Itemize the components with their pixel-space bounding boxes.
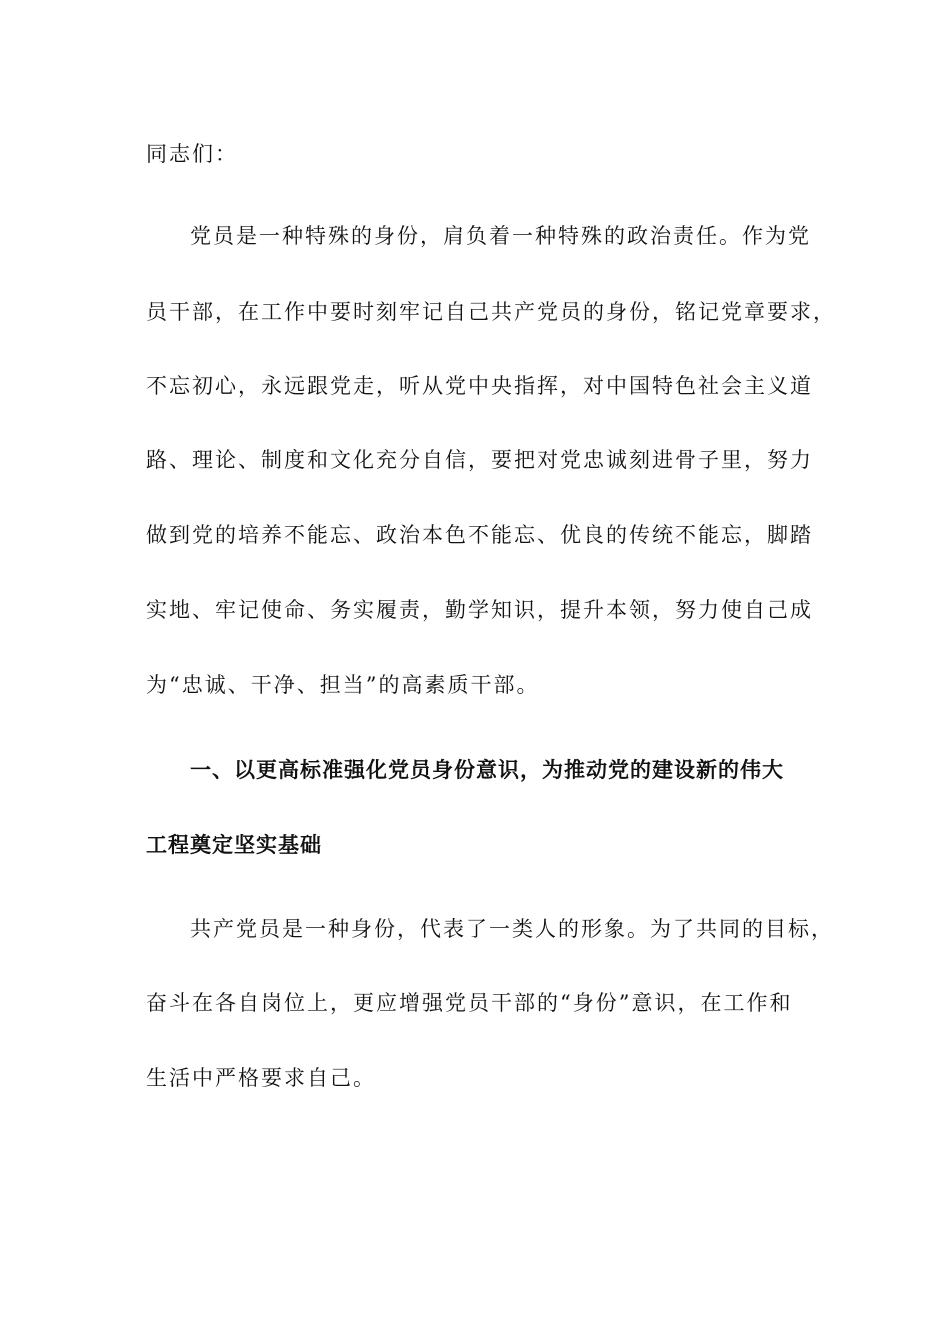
heading-line: 一、以更高标准强化党员身份意识，为推动党的建设新的伟大	[190, 758, 784, 782]
paragraph-line: 党员是一种特殊的身份，肩负着一种特殊的政治责任。作为党	[190, 224, 811, 248]
paragraph-line: 共产党员是一种身份，代表了一类人的形象。为了共同的目标，	[190, 917, 834, 941]
paragraph-line: 奋斗在各自岗位上，更应增强党员干部的“身份”意识，在工作和	[146, 991, 793, 1015]
heading-line: 工程奠定坚实基础	[146, 833, 322, 857]
paragraph-line: 为“忠诚、干净、担当”的高素质干部。	[146, 673, 540, 697]
paragraph-line: 实地、牢记使命、务实履责，勤学知识，提升本领，努力使自己成	[146, 598, 813, 622]
salutation: 同志们：	[146, 142, 238, 166]
paragraph-line: 生活中严格要求自己。	[146, 1066, 376, 1090]
paragraph-line: 做到党的培养不能忘、政治本色不能忘、优良的传统不能忘，脚踏	[146, 523, 813, 547]
paragraph-line: 员干部，在工作中要时刻牢记自己共产党员的身份，铭记党章要求，	[146, 300, 836, 324]
paragraph-line: 不忘初心，永远跟党走，听从党中央指挥，对中国特色社会主义道	[146, 374, 813, 398]
paragraph-line: 路、理论、制度和文化充分自信，要把对党忠诚刻进骨子里，努力	[146, 448, 813, 472]
